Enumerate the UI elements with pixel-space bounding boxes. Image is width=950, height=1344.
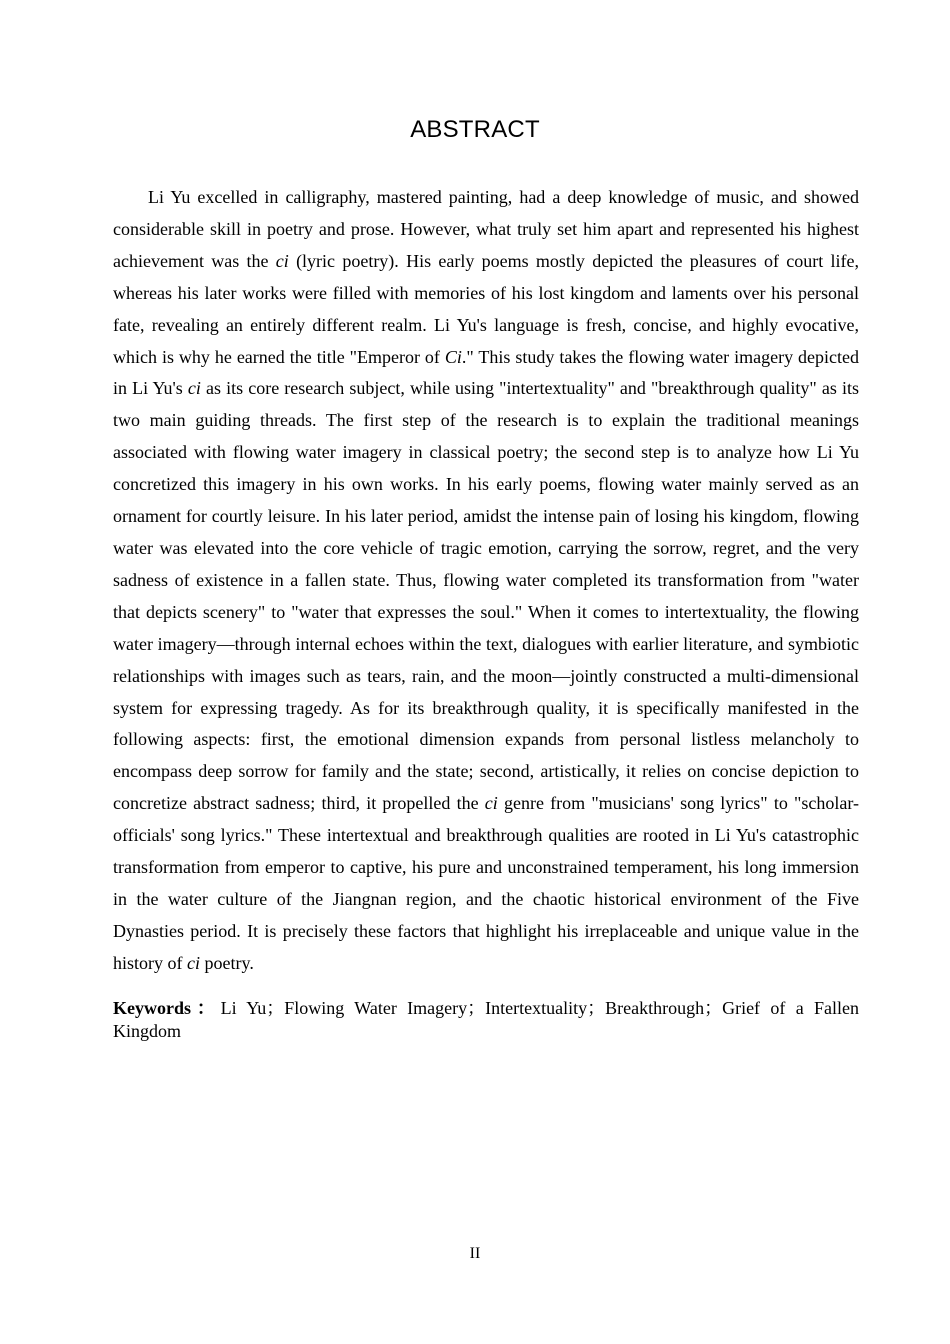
abstract-heading: ABSTRACT xyxy=(410,116,540,143)
italic-term: ci xyxy=(187,378,201,399)
keywords-label: Keywords xyxy=(113,998,191,1018)
keyword-separator: ； xyxy=(467,998,486,1018)
abstract-text-segment: poetry. xyxy=(200,952,254,973)
abstract-text-segment: genre from "musicians' song lyrics" to "scholar-officials' song lyrics." These intertextual and breakthrough qualities are rooted in Li Yu's catastrophic transformation from emperor to captive, his pure and unconstrained temperament, his long immersion in the water culture of the Jiangnan region, and the chaotic historical environment of the Five Dynasties period. It is precisely these factors that highlight his irreplaceable and unique value in the history of xyxy=(113,793,859,973)
abstract-body xyxy=(113,182,859,980)
keyword-item: Breakthrough xyxy=(605,998,705,1018)
italic-term: ci xyxy=(187,952,200,973)
keyword-separator: ； xyxy=(266,998,285,1018)
abstract-text-segment: Li Yu excelled in calligraphy, mastered painting, had a deep knowledge of music, and showed considerable skill in poetry and prose. However, what truly set him apart and represented his highest achievement was the xyxy=(113,187,859,271)
keywords-line xyxy=(113,997,859,1043)
keyword-separator: ； xyxy=(587,998,606,1018)
italic-term: ci xyxy=(275,250,289,271)
keyword-item: Li Yu xyxy=(220,998,267,1018)
italic-term: Ci xyxy=(444,346,462,367)
italic-term: ci xyxy=(484,793,498,814)
keyword-item: Flowing Water Imagery xyxy=(284,998,468,1018)
keyword-separator: ； xyxy=(704,998,723,1018)
abstract-text-segment: as its core research subject, while using "intertextuality" and "breakthrough quality" as its two main guiding threads. The first step of the research is to explain the traditional meanings associated with flowing water imagery in classical poetry; the second step is to analyze how Li Yu concretized this imagery in his own works. In his early poems, flowing water mainly served as an ornament for courtly leisure. In his later period, amidst the intense pain of losing his kingdom, flowing water was elevated into the core vehicle of tragic emotion, carrying the sorrow, regret, and the very sadness of existence in a fallen state. Thus, flowing water completed its transformation from "water that depicts scenery" to "water that expresses the soul." When it comes to intertextuality, the flowing water imagery—through internal echoes within the text, dialogues with earlier literature, and symbiotic relationships with images such as tears, rain, and the moon—jointly constructed a multi-dimensional system for expressing tragedy. As for its breakthrough quality, it is specifically manifested in the following aspects: first, the emotional dimension expands from personal listless melancholy to encompass deep sorrow for family and the state; second, artistically, it relies on concise depiction to concretize abstract sadness; third, it propelled the xyxy=(113,378,859,814)
keyword-list xyxy=(113,998,859,1041)
keyword-item: Intertextuality xyxy=(485,998,588,1018)
page-number: II xyxy=(469,1245,481,1262)
abstract-text-segment: ." This study takes the flowing water imagery depicted in Li Yu's xyxy=(113,346,859,399)
keyword-item: Grief of a Fallen Kingdom xyxy=(113,998,859,1041)
keywords-label-separator: ： xyxy=(191,998,221,1018)
abstract-text-segment: (lyric poetry). His early poems mostly depicted the pleasures of court life, whereas his later works were filled with memories of his lost kingdom and laments over his personal fate, revealing an entirely different realm. Li Yu's language is fresh, concise, and highly evocative, which is why he earned the title "Emperor of xyxy=(113,250,859,367)
